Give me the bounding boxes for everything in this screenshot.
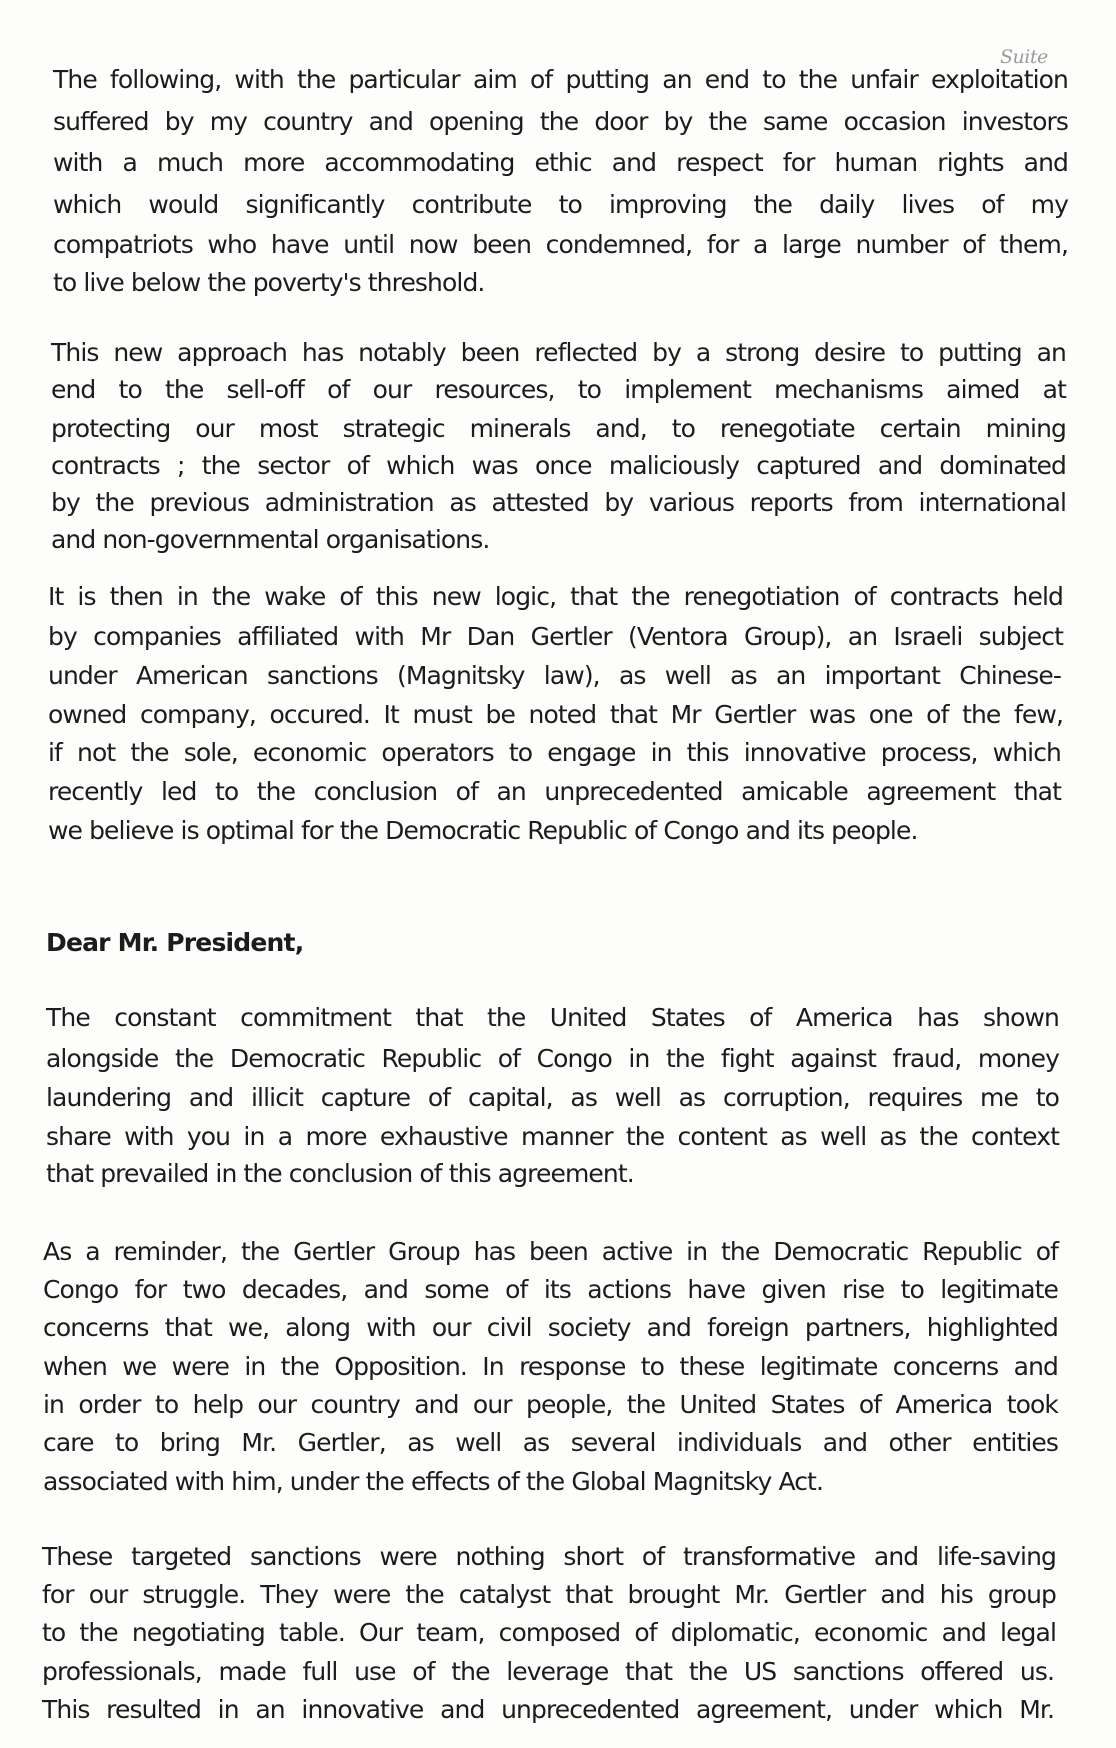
text-line: The following, with the particular aim of putting an end to the unfair exploitation — [53, 65, 1068, 94]
text-line: with a much more accommodating ethic and respect for human rights and — [53, 148, 1068, 177]
text-line: As a reminder, the Gertler Group has been active in the Democratic Republic of — [43, 1237, 1058, 1266]
text-line: under American sanctions (Magnitsky law), as well as an important Chinese- — [48, 661, 1061, 690]
text-line: This resulted in an innovative and unprecedented agreement, under which Mr. — [42, 1695, 1054, 1724]
salutation: Dear Mr. President, — [46, 928, 304, 957]
text-line: laundering and illicit capture of capital, as well as corruption, requires me to — [46, 1083, 1059, 1112]
text-line: suffered by my country and opening the door by the same occasion investors — [53, 107, 1068, 136]
text-line: compatriots who have until now been condemned, for a large number of them, — [53, 230, 1068, 259]
text-line: recently led to the conclusion of an unprecedented amicable agreement that — [48, 777, 1061, 806]
text-line: share with you in a more exhaustive manner the content as well as the context — [46, 1122, 1059, 1151]
text-line: The constant commitment that the United States of America has shown — [46, 1003, 1059, 1032]
handwritten-annotation: Suite — [1000, 46, 1048, 68]
text-line: that prevailed in the conclusion of this agreement. — [46, 1159, 634, 1188]
text-line: alongside the Democratic Republic of Congo in the fight against fraud, money — [46, 1044, 1059, 1073]
text-line: to the negotiating table. Our team, composed of diplomatic, economic and legal — [42, 1618, 1056, 1647]
text-line: professionals, made full use of the leverage that the US sanctions offered us. — [42, 1657, 1054, 1686]
text-line: end to the sell-off of our resources, to implement mechanisms aimed at — [51, 375, 1066, 404]
text-line: This new approach has notably been reflected by a strong desire to putting an — [51, 338, 1066, 367]
text-line: to live below the poverty's threshold. — [53, 268, 485, 297]
text-line: It is then in the wake of this new logic, that the renegotiation of contracts held — [48, 582, 1063, 611]
text-line: concerns that we, along with our civil society and foreign partners, highlighted — [43, 1313, 1058, 1342]
text-line: if not the sole, economic operators to engage in this innovative process, which — [48, 738, 1061, 767]
text-line: owned company, occured. It must be noted that Mr Gertler was one of the few, — [48, 700, 1063, 729]
text-line: These targeted sanctions were nothing short of transformative and life-saving — [42, 1542, 1056, 1571]
text-line: we believe is optimal for the Democratic Republic of Congo and its people. — [48, 816, 918, 845]
text-line: protecting our most strategic minerals and, to renegotiate certain mining — [51, 414, 1066, 443]
text-line: Congo for two decades, and some of its actions have given rise to legitimate — [43, 1275, 1058, 1304]
text-line: by companies affiliated with Mr Dan Gertler (Ventora Group), an Israeli subject — [48, 622, 1063, 651]
text-line: care to bring Mr. Gertler, as well as several individuals and other entities — [43, 1428, 1058, 1457]
text-line: in order to help our country and our people, the United States of America took — [43, 1390, 1058, 1419]
text-line: contracts ; the sector of which was once maliciously captured and dominated — [51, 451, 1066, 480]
text-line: associated with him, under the effects of the Global Magnitsky Act. — [43, 1467, 823, 1496]
text-line: when we were in the Opposition. In response to these legitimate concerns and — [43, 1352, 1058, 1381]
text-line: by the previous administration as attested by various reports from international — [51, 488, 1066, 517]
text-line: and non-governmental organisations. — [51, 525, 490, 554]
text-line: which would significantly contribute to improving the daily lives of my — [53, 190, 1068, 219]
text-line: for our struggle. They were the catalyst that brought Mr. Gertler and his group — [42, 1580, 1056, 1609]
